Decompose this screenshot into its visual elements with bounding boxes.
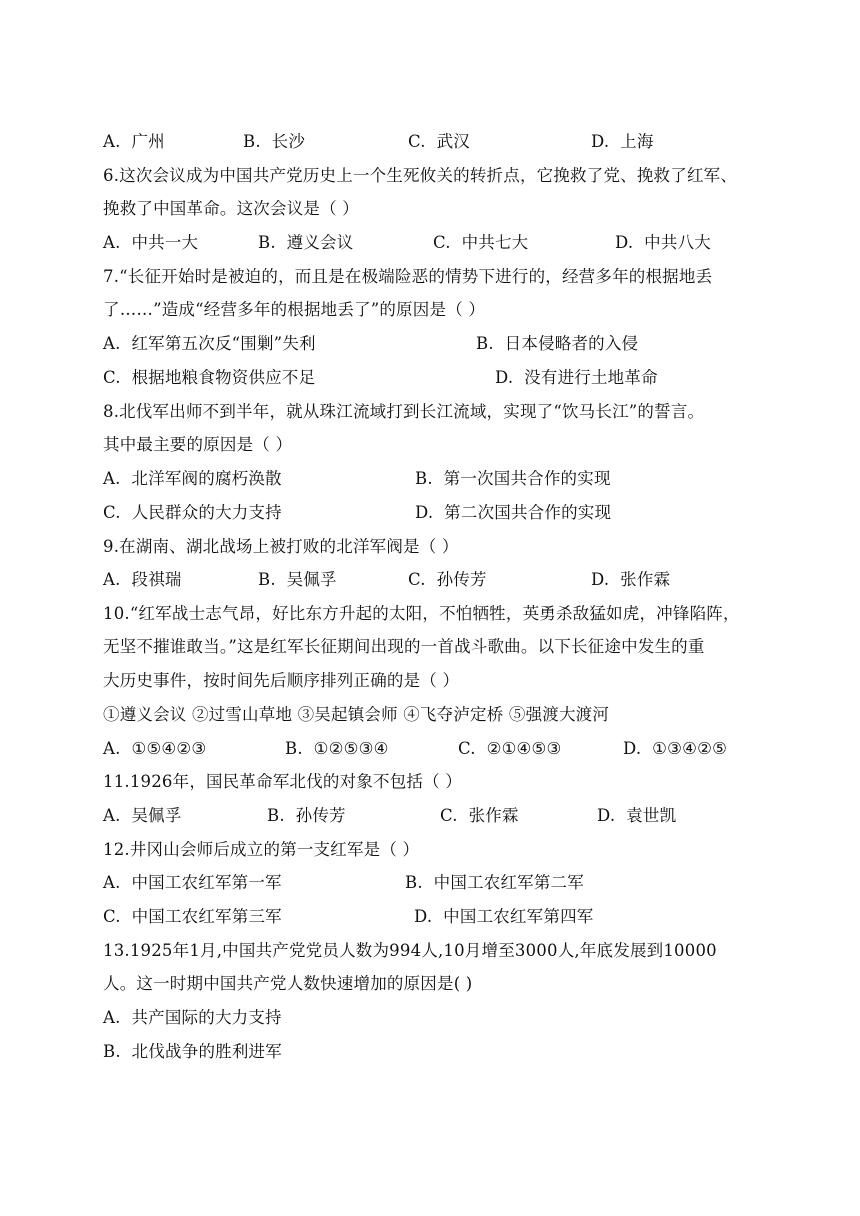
q7-option-b: B. 日本侵略者的入侵 [476, 334, 639, 353]
q13-stem-line2: 人。这一时期中国共产党人数快速增加的原因是( ) [103, 974, 473, 993]
q10-option-b: B. ①②⑤③④ [285, 739, 389, 758]
q6-stem-line1: 6.这次会议成为中国共产党历史上一个生死攸关的转折点，它挽救了党、挽救了红军、 [103, 166, 738, 185]
q8-stem-line2: 其中最主要的原因是（ ） [103, 435, 293, 454]
q5-option-c: C. 武汉 [408, 132, 470, 151]
q7-stem-line1: 7.“长征开始时是被迫的，而且是在极端险恶的情势下进行的，经营多年的根据地丢 [103, 267, 713, 286]
q7-option-d: D. 没有进行土地革命 [495, 368, 658, 387]
q11-option-c: C. 张作霖 [440, 806, 519, 825]
q13-option-a: A. 共产国际的大力支持 [103, 1008, 282, 1027]
q11-option-d: D. 袁世凯 [597, 806, 677, 825]
q5-option-a: A. 广州 [103, 132, 165, 151]
q10-option-a: A. ①⑤④②③ [103, 739, 207, 758]
q13-stem-line1: 13.1925年1月,中国共产党党员人数为994人,10月增至3000人,年底发展到10000 [103, 941, 717, 960]
q10-stem-line1: 10.“红军战士志气昂，好比东方升起的太阳，不怕牺牲，英勇杀敌猛如虎，冲锋陷阵， [103, 604, 740, 623]
q7-option-c: C. 根据地粮食物资供应不足 [103, 368, 316, 387]
q6-option-d: D. 中共八大 [615, 233, 711, 252]
q8-option-c: C. 人民群众的大力支持 [103, 503, 282, 522]
q10-option-c: C. ②①④⑤③ [458, 739, 562, 758]
q9-stem-line1: 9.在湖南、湖北战场上被打败的北洋军阀是（ ） [103, 537, 459, 556]
q11-option-b: B. 孙传芳 [267, 806, 346, 825]
q9-option-d: D. 张作霖 [591, 570, 671, 589]
q11-option-a: A. 吴佩孚 [103, 806, 182, 825]
q12-option-a: A. 中国工农红军第一军 [103, 873, 282, 892]
q9-option-c: C. 孙传芳 [408, 570, 487, 589]
q9-option-b: B. 吴佩孚 [258, 570, 337, 589]
q6-option-a: A. 中共一大 [103, 233, 199, 252]
q10-option-d: D. ①③④②⑤ [623, 739, 728, 758]
q9-option-a: A. 段祺瑞 [103, 570, 182, 589]
q8-option-a: A. 北洋军阀的腐朽涣散 [103, 469, 282, 488]
q10-events-list: ①遵义会议 ②过雪山草地 ③吴起镇会师 ④飞夺泸定桥 ⑤强渡大渡河 [103, 705, 610, 724]
q6-option-c: C. 中共七大 [433, 233, 529, 252]
q10-stem-line2: 无坚不摧谁敢当。”这是红军长征期间出现的一首战斗歌曲。以下长征途中发生的重 [103, 637, 705, 656]
q5-option-b: B. 长沙 [243, 132, 306, 151]
q12-option-d: D. 中国工农红军第四军 [414, 907, 594, 926]
q7-option-a: A. 红军第五次反“围剿”失利 [103, 334, 316, 353]
q8-stem-line1: 8.北伐军出师不到半年，就从珠江流域打到长江流域，实现了“饮马长江”的誓言。 [103, 402, 705, 421]
q12-option-b: B. 中国工农红军第二军 [405, 873, 584, 892]
q7-stem-line2: 了……”造成“经营多年的根据地丢了”的原因是（ ） [103, 300, 486, 319]
q6-option-b: B. 遵义会议 [258, 233, 354, 252]
q5-option-d: D. 上海 [591, 132, 654, 151]
q12-stem-line1: 12.井冈山会师后成立的第一支红军是（ ） [103, 840, 420, 859]
q12-option-c: C. 中国工农红军第三军 [103, 907, 282, 926]
q8-option-d: D. 第二次国共合作的实现 [415, 503, 612, 522]
q8-option-b: B. 第一次国共合作的实现 [415, 469, 611, 488]
q11-stem-line1: 11.1926年，国民革命军北伐的对象不包括（ ） [103, 772, 462, 791]
q6-stem-line2: 挽救了中国革命。这次会议是（ ） [103, 199, 359, 218]
q10-stem-line3: 大历史事件，按时间先后顺序排列正确的是（ ） [103, 671, 460, 690]
q13-option-b: B. 北伐战争的胜利进军 [103, 1042, 282, 1061]
